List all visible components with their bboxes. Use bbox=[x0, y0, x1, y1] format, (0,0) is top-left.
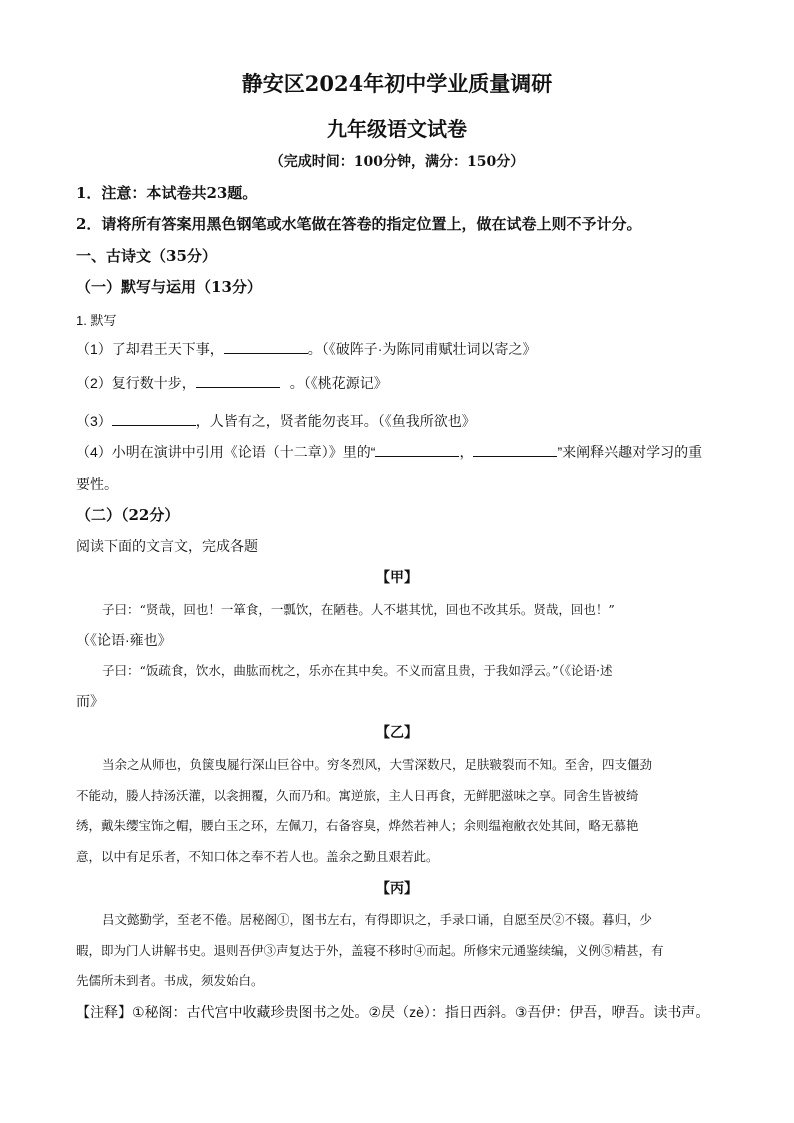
q1-item-4-mid: ， bbox=[459, 444, 474, 460]
answer-blank bbox=[375, 444, 459, 457]
passage-yi-line: 不能动，媵人持汤沃灌，以衾拥覆，久而乃和。寓逆旅，主人日再食，无鲜肥滋味之享。同舍生皆被绮 bbox=[76, 788, 639, 803]
q1-item-2-suffix: 。（《桃花源记》 bbox=[289, 375, 388, 391]
answer-blank bbox=[196, 375, 280, 388]
passage-bing-line: 吕文懿勤学，至老不倦。居秘阁①，图书左右，有得即识之，手录口诵，自愿至昃②不辍。暮归，少 bbox=[102, 912, 653, 927]
q1-item-3 bbox=[76, 411, 721, 431]
passage-jia-source: 而》 bbox=[76, 693, 104, 709]
part2-heading: （二）（22分） bbox=[76, 506, 180, 524]
q1-item-4-cont: 要性。 bbox=[76, 476, 118, 492]
q1-item-1-suffix: 。（《破阵子·为陈同甫赋壮词以寄之》 bbox=[307, 341, 537, 357]
passage-bing-label: 【丙】 bbox=[376, 881, 418, 897]
instruction-2: 2．请将所有答案用黑色钢笔或水笔做在答卷的指定位置上，做在试卷上则不予计分。 bbox=[76, 215, 642, 233]
answer-blank bbox=[473, 444, 557, 457]
q1-item-3-prefix: （3） bbox=[76, 413, 112, 429]
passage-bing-line: 暇，即为门人讲解书史。退则吾伊③声复达于外，盖寝不移时④而起。所修宋元通鉴续编，义例⑤精甚，有 bbox=[76, 943, 664, 958]
passage-jia-line: 子曰：“贤哉，回也！一箪食，一瓢饮，在陋巷。人不堪其忧，回也不改其乐。贤哉，回也！” bbox=[102, 602, 615, 617]
part1-heading: （一）默写与运用（13分） bbox=[76, 278, 262, 296]
time-note: （完成时间：100分钟，满分：150分） bbox=[269, 154, 525, 170]
passage-yi-label: 【乙】 bbox=[376, 725, 418, 741]
passage-jia-line: 子曰：“饭疏食，饮水，曲肱而枕之，乐亦在其中矣。不义而富且贵，于我如浮云。”（《论语·述 bbox=[102, 663, 613, 678]
q1-item-1-prefix: （1）了却君王天下事， bbox=[76, 341, 224, 357]
passage-yi-line: 当余之从师也，负箧曳屣行深山巨谷中。穷冬烈风，大雪深数尺，足肤皲裂而不知。至舍，四支僵劲 bbox=[102, 757, 653, 772]
passage-jia-source: （《论语·雍也》 bbox=[76, 632, 172, 648]
annotations: 【注释】①秘阁：古代宫中收藏珍贵图书之处。②昃（zè）：指日西斜。③吾伊：伊吾，咿吾。读书声。 bbox=[76, 1004, 710, 1020]
part2-instruction: 阅读下面的文言文，完成各题 bbox=[76, 538, 258, 554]
passage-yi-line: 意，以中有足乐者，不知口体之奉不若人也。盖余之勤且艰若此。 bbox=[76, 849, 439, 864]
passage-bing-line: 先儒所未到者。书成，须发始白。 bbox=[76, 973, 264, 988]
exam-subtitle: 九年级语文试卷 bbox=[327, 117, 467, 141]
q1-item-1 bbox=[76, 339, 721, 359]
q1-item-4-prefix: （4）小明在演讲中引用《论语（十二章）》里的“ bbox=[76, 444, 376, 460]
exam-title: 静安区2024年初中学业质量调研 bbox=[241, 71, 553, 96]
q1-label: 1. 默写 bbox=[76, 313, 117, 328]
passage-yi-line: 绣，戴朱缨宝饰之帽，腰白玉之环，左佩刀，右备容臭，烨然若神人；余则缊袍敝衣处其间，略无慕艳 bbox=[76, 818, 639, 833]
instruction-1: 1．注意：本试卷共23题。 bbox=[76, 184, 258, 202]
q1-item-4-suffix: ”来阐释兴趣对学习的重 bbox=[557, 444, 703, 460]
answer-blank bbox=[224, 341, 308, 354]
q1-item-3-suffix: ，人皆有之，贤者能勿丧耳。（《鱼我所欲也》 bbox=[195, 413, 476, 429]
passage-jia-label: 【甲】 bbox=[376, 570, 418, 586]
q1-item-4 bbox=[76, 442, 721, 462]
q1-item-2-prefix: （2）复行数十步， bbox=[76, 375, 196, 391]
section-heading: 一、古诗文（35分） bbox=[76, 247, 217, 265]
answer-blank bbox=[112, 413, 196, 426]
q1-item-2 bbox=[76, 373, 721, 393]
